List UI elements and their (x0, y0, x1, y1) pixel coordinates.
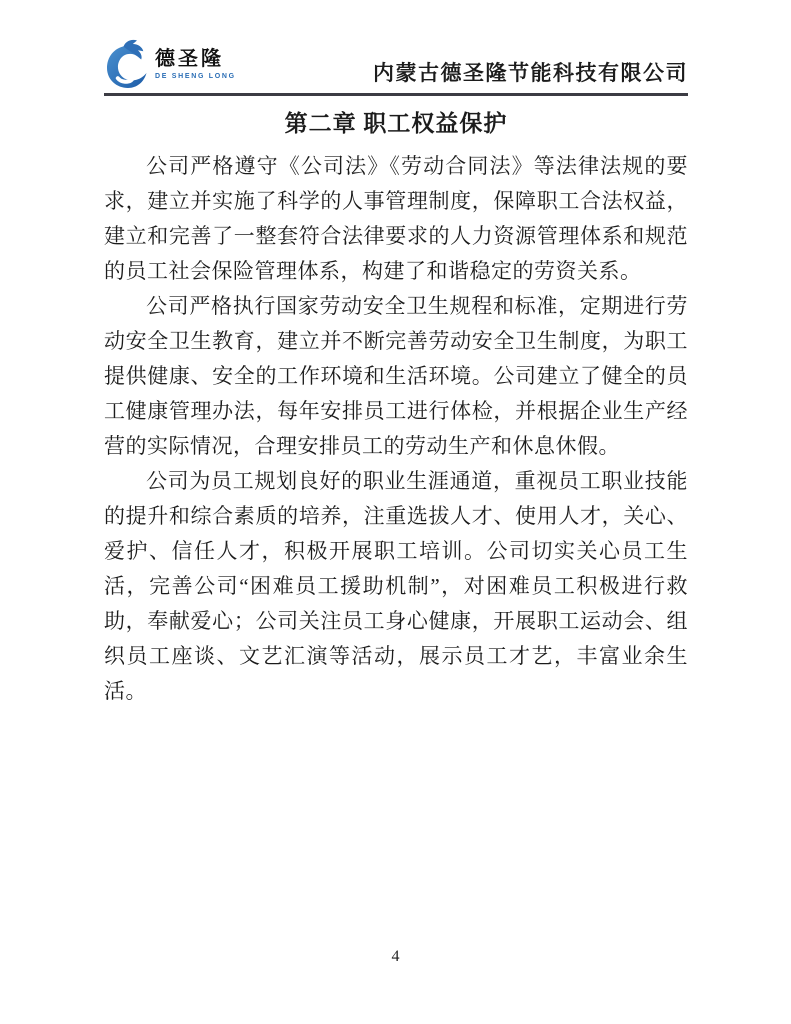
company-name: 内蒙古德圣隆节能科技有限公司 (373, 61, 688, 85)
dragon-s-logo-icon (104, 38, 150, 90)
page-header (104, 0, 688, 90)
body-text (104, 149, 688, 709)
logo-name-en: DE SHENG LONG (155, 72, 236, 80)
page-number: 4 (391, 948, 400, 965)
header-rule (104, 93, 688, 96)
paragraph-2: 公司严格执行国家劳动安全卫生规程和标准，定期进行劳动安全卫生教育，建立并不断完善劳动安全卫生制度，为职工提供健康、安全的工作环境和生活环境。公司建立了健全的员工健康管理办法，每年安排员工进行体检，并根据企业生产经营的实际情况，合理安排员工的劳动生产和休息休假。 (104, 294, 688, 458)
company-logo (104, 38, 236, 90)
paragraph-1: 公司严格遵守《公司法》《劳动合同法》等法律法规的要求，建立并实施了科学的人事管理制度，保障职工合法权益，建立和完善了一整套符合法律要求的人力资源管理体系和规范的员工社会保险管理体系，构建了和谐稳定的劳资关系。 (104, 154, 688, 283)
paragraph-3: 公司为员工规划良好的职业生涯通道，重视员工职业技能的提升和综合素质的培养，注重选拔人才、使用人才，关心、爱护、信任人才，积极开展职工培训。公司切实关心员工生活，完善公司“困难员工援助机制”，对困难员工积极进行救助，奉献爱心；公司关注员工身心健康，开展职工运动会、组织员工座谈、文艺汇演等活动，展示员工才艺，丰富业余生活。 (104, 469, 688, 703)
logo-text (155, 49, 236, 80)
logo-name-cn: 德圣隆 (155, 47, 224, 70)
chapter-title: 第二章 职工权益保护 (284, 111, 508, 136)
